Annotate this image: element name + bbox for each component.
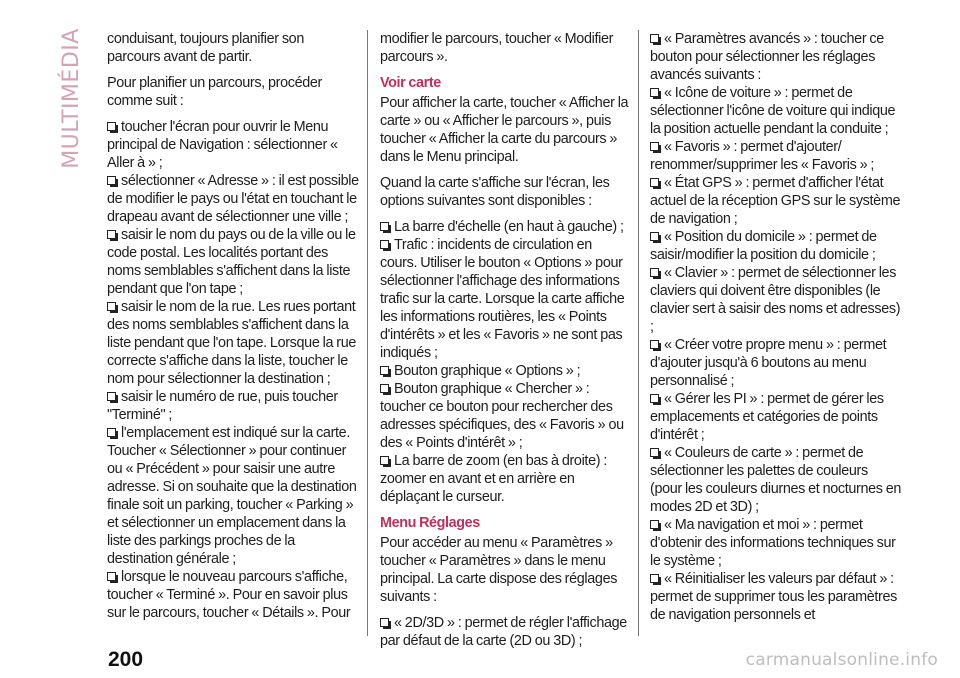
list-item: saisir le nom du pays ou de la ville ou le code postal. Les localités portant des noms semblables s'affichent dans la liste pendant que l'on tape ; (107, 227, 356, 297)
section-side-label (54, 28, 88, 168)
list-item: lorsque le nouveau parcours s'affiche, toucher « Terminé ». Pour en savoir plus sur le parcours, toucher « Détails ». Pour (107, 569, 351, 621)
paragraph: Pour afficher la carte, toucher « Afficher la carte » ou « Afficher le parcours », puis toucher « Afficher la carte du parcours » dans le Menu principal. (380, 95, 629, 165)
list-item: « Gérer les PI » : permet de gérer les emplacements et catégories de points d'intérêt ; (650, 391, 884, 443)
bullet-icon (650, 178, 659, 187)
list-item: La barre d'échelle (en haut à gauche) ; (380, 218, 632, 236)
bullet-icon (107, 176, 116, 185)
paragraph: Pour accéder au menu « Paramètres » toucher « Paramètres » dans le menu principal. La carte dispose des réglages suivants : (380, 535, 618, 605)
bullet-icon (380, 222, 389, 231)
bullet-icon (650, 520, 659, 529)
list-item: Bouton graphique « Chercher » : toucher ce bouton pour rechercher des adresses spécifiques, des « Favoris » ou des « Points d'intérêt » ; (380, 381, 624, 451)
text-column-1 (107, 30, 359, 622)
bullet-icon (650, 448, 659, 457)
text-column-3 (650, 30, 902, 624)
list-item: « État GPS » : permet d'afficher l'état actuel de la réception GPS sur le système de navigation ; (650, 175, 901, 227)
bullet-icon (107, 428, 116, 437)
bullet-icon (650, 394, 659, 403)
list-item: « Favoris » : permet d'ajouter/ renommer/supprimer les « Favoris » ; (650, 139, 875, 173)
bullet-icon (650, 574, 659, 583)
column-divider-1 (367, 30, 368, 636)
bullet-icon (107, 302, 116, 311)
watermark-text: carmanualsonline.info (745, 650, 938, 670)
list-item: Bouton graphique « Options » ; (380, 362, 632, 380)
bullet-icon (380, 240, 389, 249)
bullet-icon (650, 340, 659, 349)
list-item: l'emplacement est indiqué sur la carte. Toucher « Sélectionner » pour continuer ou « Précédent » pour saisir une autre adresse. Si on souhaite que la destination finale soit un parking, toucher « Parking » et sélectionner un emplacement dans la liste des parkings proches de la destination générale ; (107, 425, 357, 567)
list-item: toucher l'écran pour ouvrir le Menu principal de Navigation : sélectionner « Aller à » ; (107, 119, 338, 171)
bullet-icon (650, 232, 659, 241)
list-item: « Clavier » : permet de sélectionner les claviers qui doivent être disponibles (le clavier sert à saisir des noms et adresses) ; (650, 265, 901, 335)
paragraph: modifier le parcours, toucher « Modifier parcours ». (380, 31, 614, 65)
list-item: « Couleurs de carte » : permet de sélectionner les palettes de couleurs (pour les couleurs diurnes et nocturnes en modes 2D et 3D) ; (650, 445, 902, 515)
list-item: Trafic : incidents de circulation en cours. Utiliser le bouton « Options » pour sélectionner l'affichage des informations trafic sur la carte. Lorsque la carte affiche les informations routières, les « Points d'intérêts » et les « Favoris » ne sont pas indiqués ; (380, 237, 625, 361)
list-item: « Réinitialiser les valeurs par défaut » : permet de supprimer tous les paramètres de navigation personnels et (650, 571, 897, 623)
list-item: « Créer votre propre menu » : permet d'ajouter jusqu'à 6 boutons au menu personnalisé ; (650, 337, 887, 389)
text-column-2 (380, 30, 632, 650)
bullet-icon (107, 230, 116, 239)
list-item: saisir le nom de la rue. Les rues portant des noms semblables s'affichent dans la liste pendant que l'on tape. Lorsque la rue correcte s'affiche dans la liste, toucher le nom pour sélectionner la destination ; (107, 299, 357, 387)
section-heading-voir-carte: Voir carte (380, 75, 441, 91)
paragraph: conduisant, toujours planifier son parcours avant de partir. (107, 31, 304, 65)
bullet-icon (107, 572, 116, 581)
list-item: sélectionner « Adresse » : il est possible de modifier le pays ou l'état en touchant le drapeau avant de sélectionner une ville ; (107, 173, 359, 225)
bullet-icon (380, 366, 389, 375)
list-item: « Paramètres avancés » : toucher ce bouton pour sélectionner les réglages avancés suivants : (650, 31, 884, 83)
section-label-text: MULTIMÉDIA (58, 27, 84, 169)
list-item: saisir le numéro de rue, puis toucher "Terminé" ; (107, 389, 338, 423)
bullet-icon (380, 618, 389, 627)
page-number: 200 (108, 648, 144, 671)
bullet-icon (650, 88, 659, 97)
bullet-icon (650, 34, 659, 43)
bullet-icon (107, 122, 116, 131)
bullet-icon (380, 456, 389, 465)
list-item: « Ma navigation et moi » : permet d'obtenir des informations techniques sur le système ; (650, 517, 896, 569)
column-divider-2 (638, 30, 639, 636)
list-item: « Icône de voiture » : permet de sélectionner l'icône de voiture qui indique la position actuelle pendant la conduite ; (650, 85, 896, 137)
list-item: « Position du domicile » : permet de saisir/modifier la position du domicile ; (650, 229, 877, 263)
section-heading-menu-reglages: Menu Réglages (380, 515, 480, 531)
bullet-icon (107, 392, 116, 401)
paragraph: Pour planifier un parcours, procéder comme suit : (107, 75, 322, 109)
list-item: La barre de zoom (en bas à droite) : zoomer en avant et en arrière en déplaçant le curseur. (380, 453, 607, 505)
bullet-icon (650, 268, 659, 277)
paragraph: Quand la carte s'affiche sur l'écran, les options suivantes sont disponibles : (380, 175, 610, 209)
bullet-icon (650, 142, 659, 151)
bullet-icon (380, 384, 389, 393)
list-item: « 2D/3D » : permet de régler l'affichage par défaut de la carte (2D ou 3D) ; (380, 615, 627, 649)
